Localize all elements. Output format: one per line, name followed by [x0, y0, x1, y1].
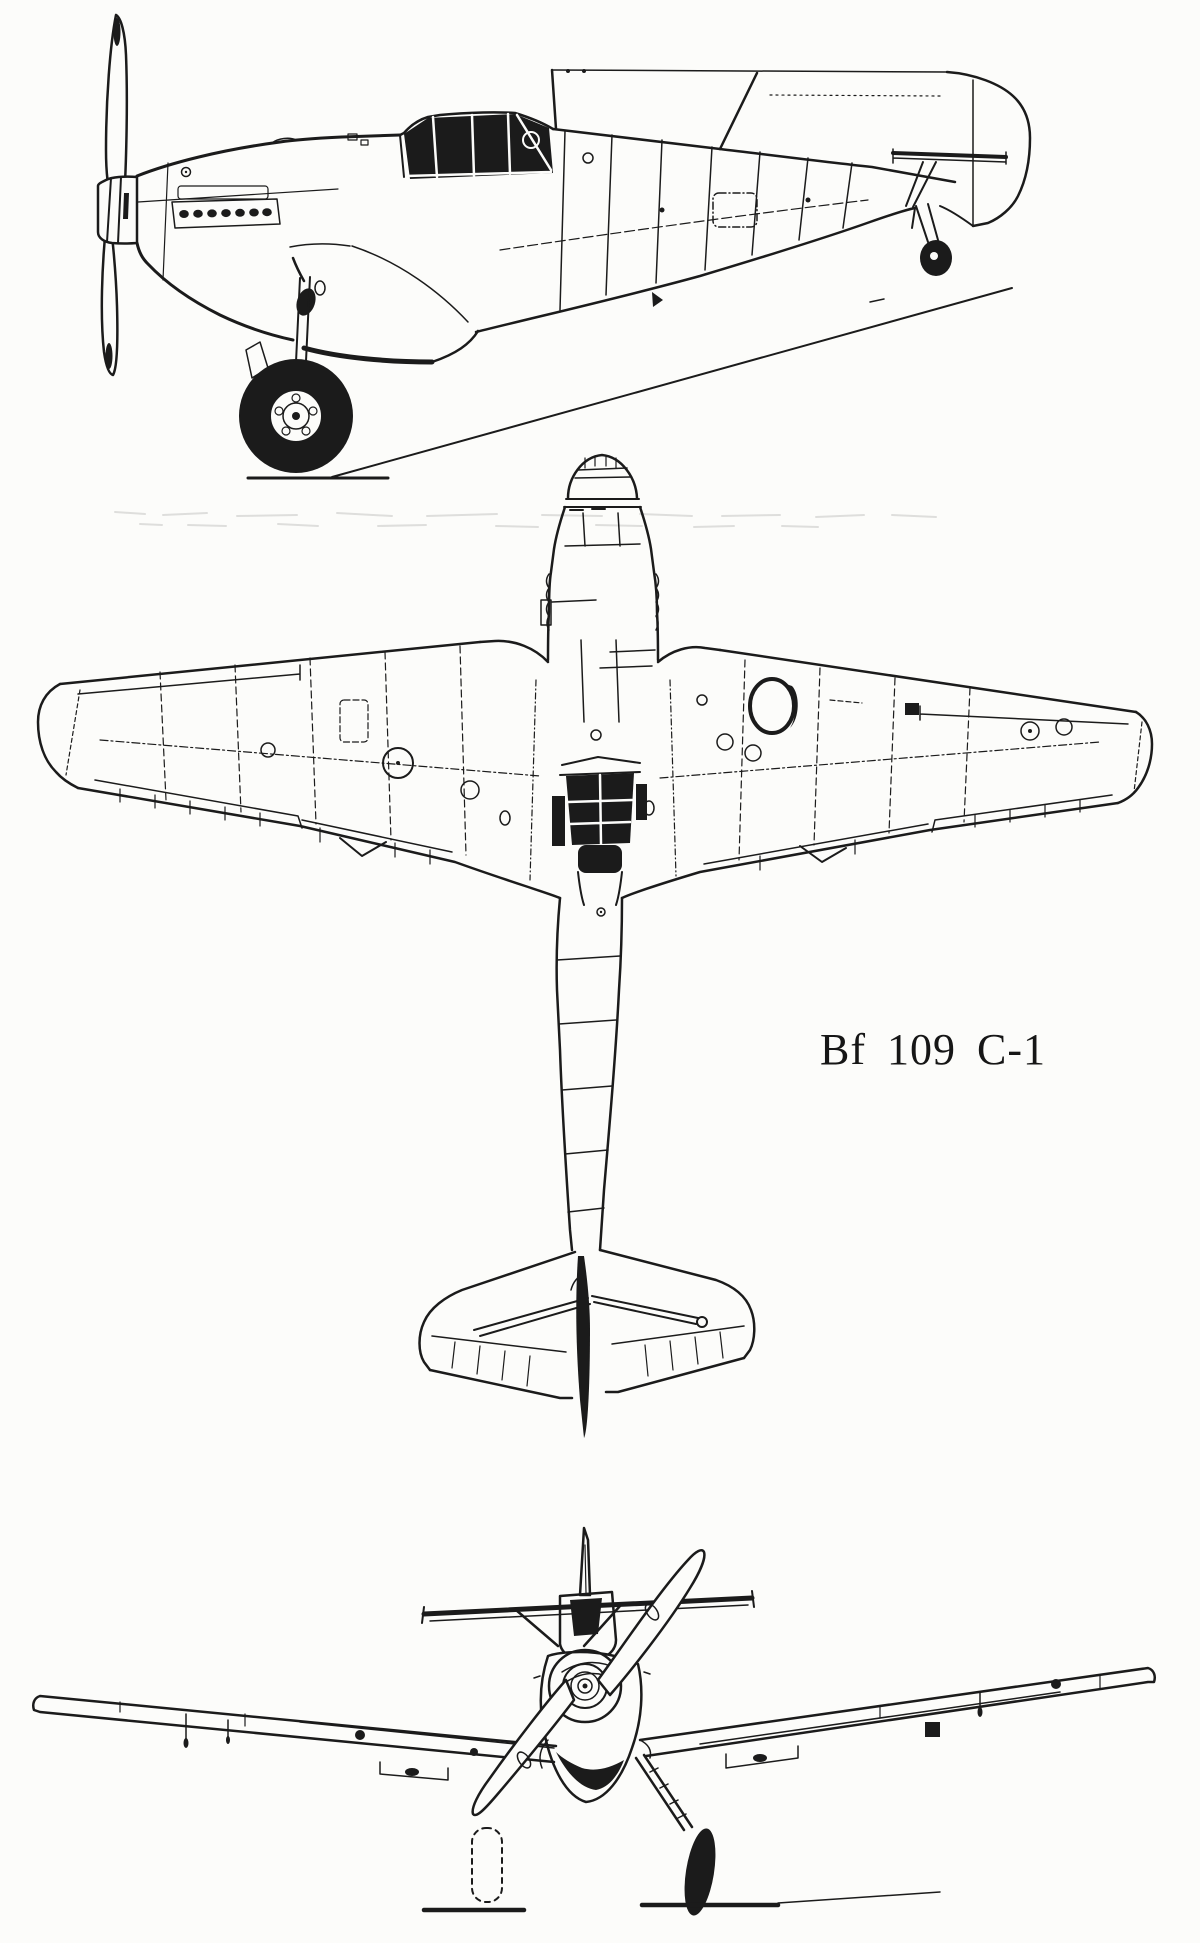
top-tail [420, 1250, 755, 1438]
canopy [400, 112, 553, 179]
aircraft-type-label: Bf 109 C-1 [820, 1025, 1046, 1074]
engine-exhausts [172, 199, 280, 228]
main-landing-gear [239, 277, 353, 473]
antenna [552, 69, 947, 129]
side-view [98, 15, 1030, 527]
tail [720, 72, 1030, 276]
scan-noise [115, 512, 936, 527]
top-view [38, 455, 1152, 1438]
wing-root [290, 244, 478, 362]
ground-line [248, 288, 1012, 478]
front-tail [422, 1528, 754, 1661]
spinner [98, 177, 137, 244]
front-ground-lines [424, 1892, 940, 1910]
top-nose [541, 455, 659, 722]
top-rear-fuselage [557, 898, 622, 1250]
top-cockpit [530, 680, 676, 905]
front-view [33, 1528, 1155, 1918]
